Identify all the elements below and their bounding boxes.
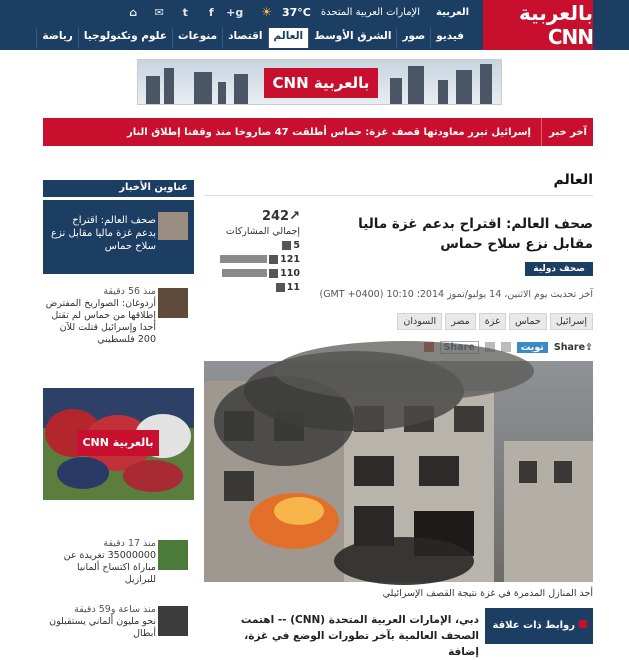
sun-icon: ☀ [261,5,272,19]
nav-item[interactable]: العالم [268,28,309,48]
share-bar-fill [222,269,267,277]
tag[interactable]: إسرائيل [550,313,593,330]
share-stat-row [204,267,300,279]
feature-thumbnail[interactable] [158,212,188,240]
sidebar-ad[interactable] [43,388,194,500]
googleplus-icon[interactable]: g+ [226,5,244,19]
tag[interactable]: غزة [479,313,506,330]
sidebar-news-item[interactable] [43,538,194,586]
facebook-icon [269,269,278,278]
total-shares: ↗242 [261,209,300,224]
share-stat-row [204,239,300,251]
email-icon[interactable]: ✉ [154,5,164,19]
sidebar-heading: عناوين الأخبار [43,180,194,197]
tag-list [397,313,593,330]
section-divider [204,195,593,196]
email-icon[interactable] [501,342,511,352]
sidebar-feature[interactable] [43,200,194,274]
main-nav [36,28,469,48]
tag[interactable]: حماس [509,313,547,330]
twitter-icon[interactable]: t [182,5,188,19]
banner-logo: بالعربية CNN [264,68,378,98]
share-arrow-icon: ↗ [289,209,300,224]
share-stats [204,209,300,293]
skyline-building [408,66,424,104]
share-icon: ⇪ [585,341,593,353]
googleplus-icon [276,283,285,292]
twitter-icon [269,255,278,264]
photo-caption: أحد المنازل المدمرة في غزة نتيجة القصف الإسرائيلي [382,588,593,599]
breaking-news-bar[interactable] [43,118,593,146]
skyline-building [146,76,160,104]
social-links [127,6,243,19]
total-shares-label: إجمالي المشاركات [225,226,300,237]
cnn-arabic-logo[interactable]: بالعربية CNN [483,0,593,50]
share-stat-row [204,253,300,265]
temperature: 37°C [281,5,311,19]
tag[interactable]: السودان [397,313,442,330]
top-bar [0,0,629,50]
share-bar-fill [220,255,268,263]
news-text[interactable]: نحو مليون ألماني يستقبلون أبطال [49,616,156,639]
sidebar-news-item[interactable] [43,286,194,346]
nav-item[interactable]: اقتصاد [222,28,267,48]
home-icon[interactable]: ⌂ [129,5,138,19]
section-title[interactable]: العالم [553,172,593,188]
share-count: 5 [293,239,300,251]
language-selector[interactable]: العربية [436,6,469,18]
skyline-building [438,80,448,104]
comment-icon [282,241,291,250]
news-text[interactable]: أردوغان: الصواريخ المفترض إطلاقها من حماس لم تقتل أحدا وإسرائيل قتلت للآن 200 فلسطيني [45,298,156,345]
article-headline: صحف العالم: اقتراح بدعم غزة ماليا مقابل نزع سلاح حماس [358,216,593,252]
share-button[interactable]: ⇪Share [553,341,593,353]
category-badge[interactable]: صحف دولية [525,262,593,276]
related-marker-icon [579,620,587,628]
nav-item[interactable]: الشرق الأوسط [308,28,396,48]
sidebar-feature-text[interactable]: صحف العالم: اقتراح بدعم غزة ماليا مقابل نزع سلاح حماس [51,215,156,252]
news-time: منذ 17 دقيقة [103,538,156,549]
location-label[interactable]: الإمارات العربية المتحدة [320,6,421,18]
nav-item[interactable]: منوعات [172,28,222,48]
news-time: منذ 56 دقيقة [103,286,156,297]
article-photo [204,361,593,582]
skyline-building [456,70,472,104]
destroyed-building-image [204,361,593,582]
nav-item[interactable]: صور [396,28,430,48]
related-links-title: روابط ذات علاقة [492,620,575,631]
nav-item[interactable]: رياضة [36,28,77,48]
skyline-building [218,82,226,104]
share-stat-row [204,281,300,293]
sidebar-news-item[interactable] [43,604,194,640]
updated-timestamp: آخر تحديث يوم الاثنين، 14 يوليو/تموز 2014؛ 10:10 (GMT +0400) [319,289,593,300]
skyline-building [480,64,492,104]
nav-item[interactable]: علوم وتكنولوجيا [78,28,172,48]
tweet-button[interactable]: تويت [517,342,548,353]
article-body: دبي، الإمارات العربية المتحدة (CNN) -- اهتمت الصحف العالمية بآخر تطورات الوضع في غزة، إضافة [240,614,479,658]
news-thumbnail[interactable] [158,606,188,636]
skyline-building [194,72,212,104]
share-count: 121 [280,253,300,265]
sidebar-ad-logo: بالعربية CNN [82,436,154,449]
skyline-building [234,74,248,104]
news-text[interactable]: 35000000 تغريدة عن مباراة اكتساح ألمانيا للبرازيل [63,550,156,585]
breaking-news-label: آخر خبر [541,118,593,146]
skyline-building [164,68,174,104]
skyline-building [390,78,402,104]
news-time: منذ ساعة و59 دقيقة [74,604,156,615]
facebook-icon[interactable]: f [208,5,214,19]
banner-ad[interactable] [137,59,502,105]
tag[interactable]: مصر [445,313,476,330]
news-thumbnail[interactable] [158,540,188,570]
nav-item[interactable]: فيديو [430,28,469,48]
share-count: 110 [280,267,300,279]
share-count: 11 [286,281,300,293]
related-links-box [485,608,593,644]
breaking-news-text[interactable]: إسرائيل تبرر معاودتها قصف غزة: حماس أطلقت 47 صاروخا منذ وقفنا إطلاق النار [126,126,531,138]
utility-bar [127,4,469,20]
news-thumbnail[interactable] [158,288,188,318]
